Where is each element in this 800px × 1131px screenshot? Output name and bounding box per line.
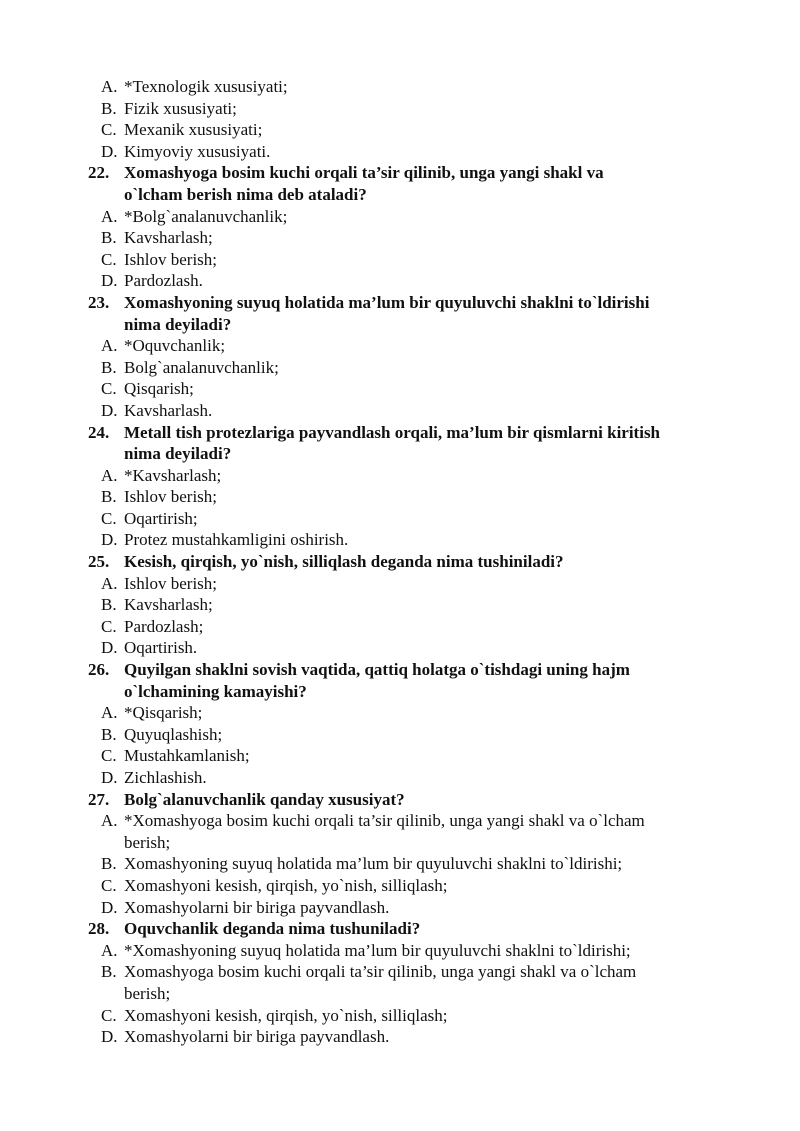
option-letter: A. xyxy=(101,573,118,593)
answer-option xyxy=(0,141,800,163)
option-text: Ishlov berish; xyxy=(124,487,218,507)
option-text: Mustahkamlanish; xyxy=(124,746,250,766)
answer-option xyxy=(0,249,800,271)
answer-option xyxy=(0,400,800,422)
question-number: 24. xyxy=(88,422,110,442)
option-text: Xomashyolarni bir biriga payvandlash. xyxy=(124,1027,390,1047)
option-text: Kavsharlash; xyxy=(124,228,213,248)
answer-option xyxy=(0,616,800,638)
answer-option xyxy=(0,270,800,292)
option-letter: B. xyxy=(101,595,117,615)
question-text: o`lchamining kamayishi? xyxy=(124,681,307,701)
option-letter: C. xyxy=(101,249,117,269)
option-text: Xomashyoning suyuq holatida ma’lum bir quyuluvchi shaklni to`ldirishi; xyxy=(124,854,623,874)
option-letter: D. xyxy=(101,141,118,161)
option-letter: A. xyxy=(101,77,118,96)
option-text: Kavsharlash; xyxy=(124,595,213,615)
option-letter: D. xyxy=(101,530,118,550)
question-text: Kesish, qirqish, yo`nish, silliqlash deganda nima tushiniladi? xyxy=(124,552,564,572)
question-line xyxy=(0,659,800,681)
answer-option xyxy=(0,378,800,400)
option-text: *Xomashyoning suyuq holatida ma’lum bir quyuluvchi shaklni to`ldirishi; xyxy=(124,940,631,960)
option-letter: B. xyxy=(101,357,117,377)
option-letter: D. xyxy=(101,897,118,917)
option-text: Oqartirish. xyxy=(124,638,198,658)
answer-option xyxy=(0,1005,800,1027)
option-text: Pardozlash. xyxy=(124,271,203,291)
option-text: Xomashyolarni bir biriga payvandlash. xyxy=(124,897,390,917)
option-text: Xomashyoga bosim kuchi orqali ta’sir qilinib, unga yangi shakl va o`lcham xyxy=(124,962,637,982)
option-letter: C. xyxy=(101,508,117,528)
question-text: Xomashyoga bosim kuchi orqali ta’sir qilinib, unga yangi shakl va xyxy=(124,163,604,183)
question-number: 26. xyxy=(88,660,110,680)
option-text: Xomashyoni kesish, qirqish, yo`nish, silliqlash; xyxy=(124,875,448,895)
option-text: Quyuqlashish; xyxy=(124,724,223,744)
option-letter: B. xyxy=(101,854,117,874)
question-number: 25. xyxy=(88,552,110,572)
question-line xyxy=(0,422,800,444)
question-text: Metall tish protezlariga payvandlash orqali, ma’lum bir qismlarni kiritish xyxy=(124,422,661,442)
option-letter: A. xyxy=(101,465,118,485)
question-text: o`lcham berish nima deb ataladi? xyxy=(124,184,367,204)
answer-option xyxy=(0,767,800,789)
answer-option xyxy=(0,206,800,228)
option-letter: A. xyxy=(101,811,118,831)
option-text: Qisqarish; xyxy=(124,379,194,399)
answer-option xyxy=(0,76,800,98)
answer-option xyxy=(0,961,800,983)
answer-option xyxy=(0,897,800,919)
question-text: Quyilgan shaklni sovish vaqtida, qattiq holatga o`tishdagi uning hajm xyxy=(124,660,630,680)
question-line xyxy=(0,184,800,206)
option-text: Kavsharlash. xyxy=(124,400,213,420)
option-letter: B. xyxy=(101,228,117,248)
option-text: *Oquvchanlik; xyxy=(124,336,226,356)
answer-option xyxy=(0,745,800,767)
option-text: Oqartirish; xyxy=(124,508,198,528)
option-letter: D. xyxy=(101,400,118,420)
answer-option xyxy=(0,810,800,832)
option-letter: C. xyxy=(101,616,117,636)
option-text: berish; xyxy=(124,832,171,852)
question-number: 27. xyxy=(88,789,110,809)
question-line xyxy=(0,314,800,336)
option-text: Ishlov berish; xyxy=(124,249,218,269)
option-letter: C. xyxy=(101,746,117,766)
option-letter: D. xyxy=(101,768,118,787)
option-text: Mexanik xususiyati; xyxy=(124,120,263,140)
answer-option xyxy=(0,227,800,249)
option-letter: B. xyxy=(101,724,117,744)
answer-option xyxy=(0,594,800,616)
answer-option xyxy=(0,940,800,962)
answer-option-continuation xyxy=(0,832,800,854)
option-text: *Bolg`analanuvchanlik; xyxy=(124,206,288,226)
option-letter: C. xyxy=(101,120,117,140)
option-text: Kimyoviy xususiyati. xyxy=(124,141,271,161)
option-letter: D. xyxy=(101,271,118,291)
option-letter: A. xyxy=(101,336,118,356)
answer-option-continuation xyxy=(0,983,800,1005)
option-text: berish; xyxy=(124,983,171,1003)
answer-option xyxy=(0,486,800,508)
option-letter: C. xyxy=(101,875,117,895)
question-text: nima deyiladi? xyxy=(124,444,232,464)
answer-option xyxy=(0,119,800,141)
question-line xyxy=(0,443,800,465)
option-text: Pardozlash; xyxy=(124,616,204,636)
question-text: nima deyiladi? xyxy=(124,314,232,334)
document-page xyxy=(0,76,800,1048)
option-letter: B. xyxy=(101,98,117,118)
question-line xyxy=(0,292,800,314)
question-line xyxy=(0,789,800,811)
question-line xyxy=(0,551,800,573)
option-text: Bolg`analanuvchanlik; xyxy=(124,357,279,377)
option-letter: D. xyxy=(101,638,118,658)
answer-option xyxy=(0,465,800,487)
option-letter: A. xyxy=(101,940,118,960)
question-text: Xomashyoning suyuq holatida ma’lum bir quyuluvchi shaklni to`ldirishi xyxy=(124,292,650,312)
option-text: Ishlov berish; xyxy=(124,573,218,593)
option-text: *Kavsharlash; xyxy=(124,465,222,485)
question-number: 23. xyxy=(88,292,110,312)
answer-option xyxy=(0,357,800,379)
question-number: 28. xyxy=(88,919,110,939)
option-text: Xomashyoni kesish, qirqish, yo`nish, silliqlash; xyxy=(124,1005,448,1025)
option-letter: A. xyxy=(101,703,118,723)
answer-option xyxy=(0,335,800,357)
option-text: Protez mustahkamligini oshirish. xyxy=(124,530,349,550)
option-letter: A. xyxy=(101,206,118,226)
option-text: Fizik xususiyati; xyxy=(124,98,237,118)
answer-option xyxy=(0,529,800,551)
answer-option xyxy=(0,875,800,897)
question-line xyxy=(0,162,800,184)
option-text: Zichlashish. xyxy=(124,768,207,787)
question-text: Oquvchanlik deganda nima tushuniladi? xyxy=(124,919,421,939)
option-text: *Texnologik xususiyati; xyxy=(124,77,288,96)
option-letter: C. xyxy=(101,1005,117,1025)
answer-option xyxy=(0,637,800,659)
answer-option xyxy=(0,724,800,746)
question-text: Bolg`alanuvchanlik qanday xususiyat? xyxy=(124,789,405,809)
answer-option xyxy=(0,1026,800,1048)
answer-option xyxy=(0,508,800,530)
option-letter: B. xyxy=(101,487,117,507)
answer-option xyxy=(0,853,800,875)
option-text: *Qisqarish; xyxy=(124,703,203,723)
answer-option xyxy=(0,702,800,724)
question-line xyxy=(0,918,800,940)
answer-option xyxy=(0,573,800,595)
answer-option xyxy=(0,98,800,120)
option-letter: B. xyxy=(101,962,117,982)
question-number: 22. xyxy=(88,163,110,183)
option-letter: C. xyxy=(101,379,117,399)
option-text: *Xomashyoga bosim kuchi orqali ta’sir qilinib, unga yangi shakl va o`lcham xyxy=(124,811,645,831)
option-letter: D. xyxy=(101,1027,118,1047)
question-line xyxy=(0,681,800,703)
